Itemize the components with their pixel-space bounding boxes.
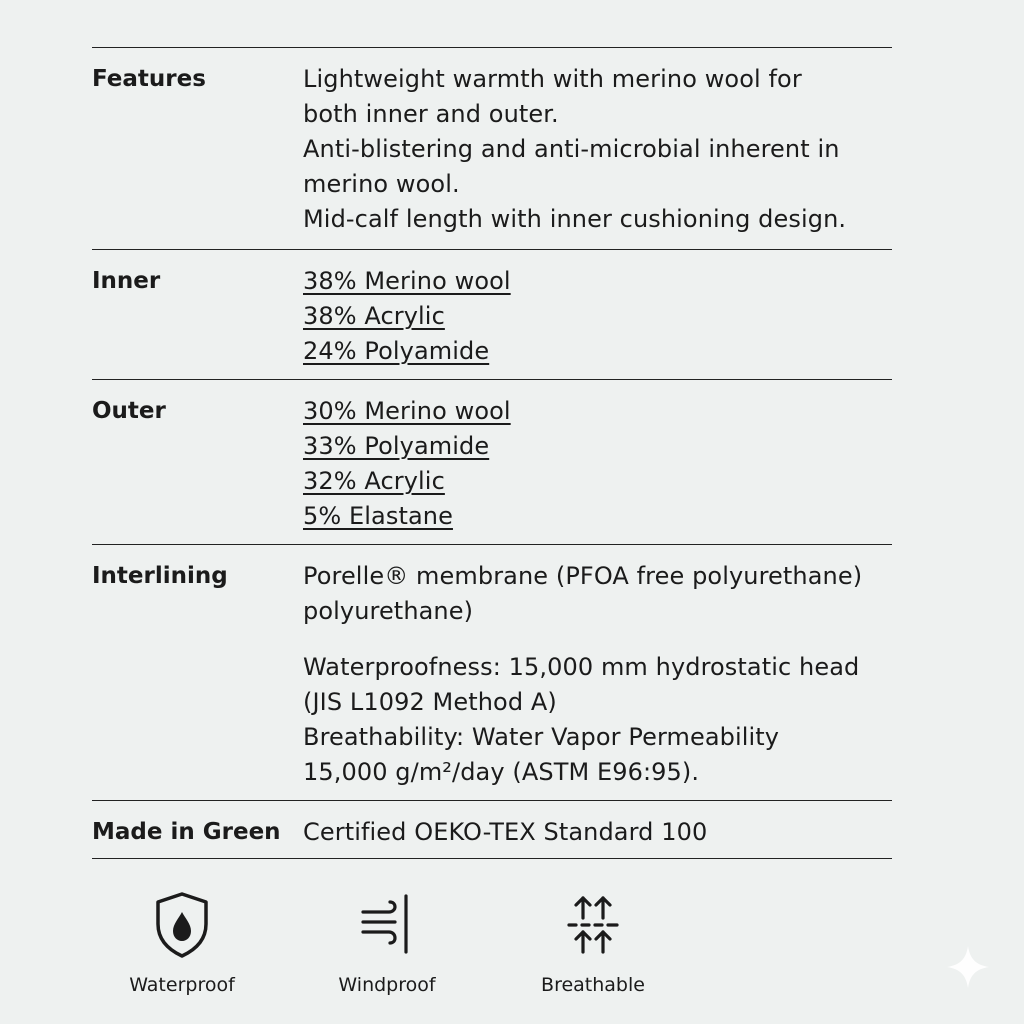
- icon-label-breathable: Breathable: [541, 974, 645, 996]
- material-link-elastane[interactable]: 5% Elastane: [303, 502, 453, 530]
- spec-label-made-in-green: Made in Green: [92, 819, 281, 845]
- spec-row-inner: [92, 250, 892, 380]
- spec-line: Anti-blistering and anti-microbial inherent in: [303, 135, 840, 163]
- spec-value-inner: [303, 250, 892, 379]
- spec-line: 15,000 g/m²/day (ASTM E96:95).: [303, 758, 700, 786]
- spec-row-made-in-green: [92, 801, 892, 859]
- sparkle-icon: [945, 944, 991, 990]
- breathable-arrows-icon: [563, 890, 623, 960]
- spec-line: both inner and outer.: [303, 100, 559, 128]
- shield-drop-icon: [152, 890, 212, 960]
- spec-row-features: [92, 48, 892, 250]
- spec-label-outer: Outer: [92, 398, 166, 424]
- spec-line: (JIS L1092 Method A): [303, 688, 557, 716]
- spec-line: Mid-calf length with inner cushioning design.: [303, 205, 847, 233]
- feature-breathable: [523, 890, 663, 996]
- material-link-merino[interactable]: 38% Merino wool: [303, 267, 511, 295]
- material-link-acrylic[interactable]: 38% Acrylic: [303, 302, 445, 330]
- feature-windproof: [317, 890, 457, 996]
- spec-value-interlining: [303, 545, 892, 800]
- spec-line: Porelle® membrane (PFOA free polyurethane): [303, 562, 863, 590]
- material-link-polyamide[interactable]: 24% Polyamide: [303, 337, 490, 365]
- spec-row-outer: [92, 380, 892, 545]
- spec-table: [92, 47, 892, 859]
- paragraph-gap: [303, 629, 892, 650]
- icon-label-windproof: Windproof: [338, 974, 436, 996]
- material-link-polyamide[interactable]: 33% Polyamide: [303, 432, 490, 460]
- material-link-merino[interactable]: 30% Merino wool: [303, 397, 511, 425]
- spec-line: merino wool.: [303, 170, 460, 198]
- icon-label-waterproof: Waterproof: [129, 974, 235, 996]
- feature-waterproof: [112, 890, 252, 996]
- spec-label-inner: Inner: [92, 268, 161, 294]
- spec-line: Breathability: Water Vapor Permeability: [303, 723, 780, 751]
- spec-value-made-in-green: [303, 801, 892, 858]
- spec-line: Waterproofness: 15,000 mm hydrostatic head: [303, 653, 860, 681]
- spec-value-outer: [303, 380, 892, 544]
- spec-label-features: Features: [92, 66, 206, 92]
- spec-value-features: [303, 48, 892, 249]
- spec-row-interlining: [92, 545, 892, 801]
- feature-icons: [0, 890, 1024, 1000]
- spec-label-interlining: Interlining: [92, 563, 228, 589]
- wind-icon: [357, 890, 417, 960]
- spec-line: polyurethane): [303, 597, 474, 625]
- spec-line: Certified OEKO-TEX Standard 100: [303, 818, 708, 846]
- spec-line: Lightweight warmth with merino wool for: [303, 65, 802, 93]
- material-link-acrylic[interactable]: 32% Acrylic: [303, 467, 445, 495]
